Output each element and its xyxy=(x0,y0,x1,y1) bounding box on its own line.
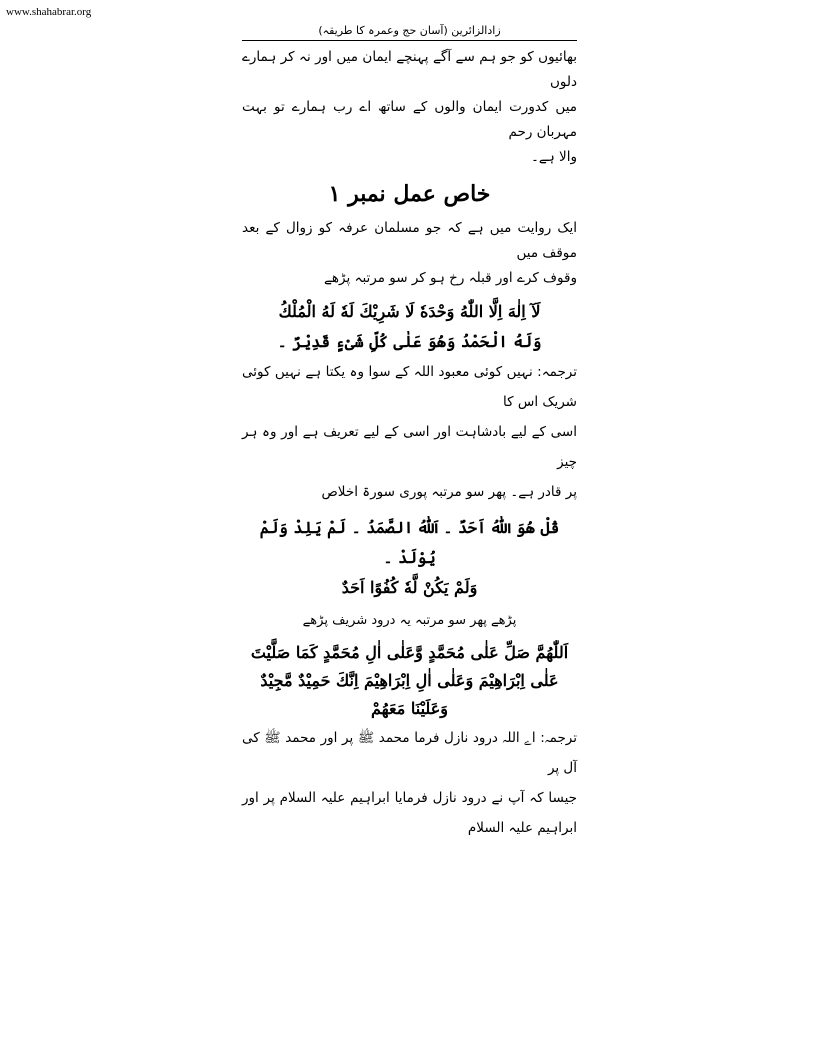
arabic-line: عَلٰى اِبْرَاهِیْمَ وَعَلٰى اٰلِ اِبْرَاهِیْمَ اِنَّكَ حَمِیْدٌ مَّجِیْدٌ xyxy=(260,671,559,690)
intro-line: والا ہے۔ xyxy=(531,149,577,165)
narration-line: وقوف کرے اور قبلہ رخ ہو کر سو مرتبہ پڑھے xyxy=(324,270,577,286)
durood-translation xyxy=(242,723,577,843)
arabic-line: وَلَمْ یَكُنْ لَّهٗ كُفُوًا اَحَدٌ xyxy=(341,578,478,597)
intro-paragraph xyxy=(242,45,577,170)
intro-line: میں کدورت ایمان والوں کے ساتھ اے رب ہمارے تو بہت مہربان رحم xyxy=(242,99,577,140)
arabic-line: اَللّٰهُمَّ صَلِّ عَلٰى مُحَمَّدٍ وَّعَلٰى اٰلِ مُحَمَّدٍ كَمَا صَلَّیْتَ xyxy=(250,643,569,662)
kalima-translation xyxy=(242,357,577,507)
translation-line: اسی کے لیے بادشاہت اور اسی کے لیے تعریف ہے اور وہ ہر چیز xyxy=(242,424,577,470)
translation-line: ترجمہ: نہیں کوئی معبود اللہ کے سوا وہ یکتا ہے نہیں کوئی شریک اس کا xyxy=(242,364,577,410)
section-heading: خاص عمل نمبر ۱ xyxy=(328,181,491,207)
narration-paragraph xyxy=(242,216,577,291)
site-url: www.shahabrar.org xyxy=(6,6,92,18)
translation-line: ترجمہ: اے اللہ درود نازل فرما محمد ﷺ پر اور محمد ﷺ کی آل پر xyxy=(242,730,577,776)
arabic-line: لَآ اِلٰهَ اِلَّا اللّٰهُ وَحْدَهٗ لَا شَرِیْكَ لَهٗ لَهُ الْمُلْكُ xyxy=(278,302,541,321)
kalima-arabic xyxy=(242,297,577,357)
translation-line: پر قادر ہے۔ پھر سو مرتبہ پوری سورۃ اخلاص xyxy=(321,484,577,500)
translation-line: جیسا کہ آپ نے درود نازل فرمایا ابراہیم علیہ السلام پر اور ابراہیم علیہ السلام xyxy=(242,790,577,836)
arabic-line: قُلْ هُوَ اللّٰهُ اَحَدٌ ۔ اَللّٰهُ الصَّمَدُ ۔ لَمْ یَلِدْ وَلَمْ یُوْلَدْ ۔ xyxy=(259,518,560,567)
book-page xyxy=(242,22,577,843)
arabic-line: وَعَلَیْنَا مَعَهُمْ xyxy=(371,699,448,718)
instruction-text: پڑھے پھر سو مرتبہ یہ درود شریف پڑھے xyxy=(302,613,517,628)
intro-line: بھائیوں کو جو ہم سے آگے پہنچے ایمان میں اور نہ کر ہمارے دلوں xyxy=(242,49,577,90)
surah-ikhlas-arabic xyxy=(242,513,577,603)
arabic-line: وَلَهُ الْحَمْدُ وَهُوَ عَلٰى كُلِّ شَیْءٍ قَدِیْرٌ ۔ xyxy=(277,332,542,351)
narration-line: ایک روایت میں ہے کہ جو مسلمان عرفہ کو زوال کے بعد موقف میں xyxy=(242,220,577,261)
running-header: زادالزائرین (آسان حج وعمرہ کا طریقہ) xyxy=(242,22,577,41)
durood-arabic xyxy=(242,639,577,723)
